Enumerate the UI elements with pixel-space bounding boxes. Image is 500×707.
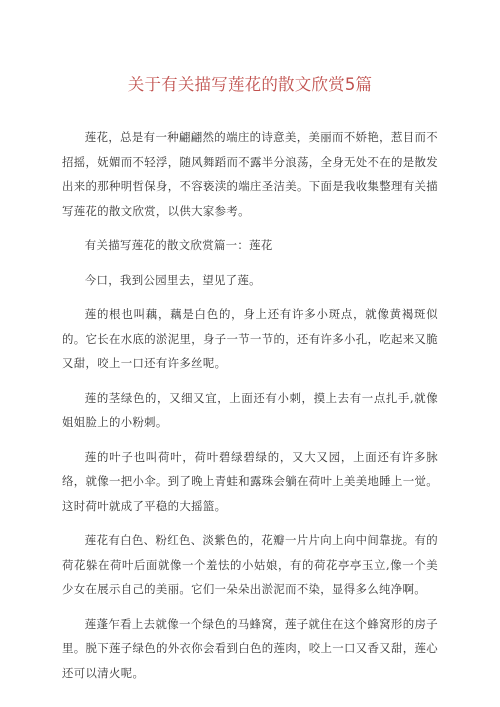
paragraph: 莲花有白色、粉红色、淡紫色的，花瓣一片片向上向中间靠拢。有的荷花躲在荷叶后面就像一个羞怯的小姑娘，有的荷花亭亭玉立,像一个美少女在展示自己的美丽。它们一朵朵出淤泥而不染，显得多么纯净啊。 [62,533,438,596]
paragraph: 莲蓬乍看上去就像一个绿色的马蜂窝，莲子就住在这个蜂窝形的房子里。脱下莲子绿色的外衣你会看到白色的莲肉，咬上一口又香又甜，莲心还可以清火呢。 [62,616,438,680]
document-title: 关于有关描写莲花的散文欣赏5篇 [127,75,373,94]
paragraph: 莲的根也叫藕，藕是白色的，身上还有许多小斑点，就像黄褐斑似的。它长在水底的淤泥里，身子一节一节的，还有许多小孔，吃起来又脆又甜，咬上一口还有许多丝呢。 [62,307,438,370]
paragraph: 今口，我到公园里去，望见了莲。 [84,272,261,287]
document-body [62,125,438,685]
paragraph: 莲的叶子也叫荷叶，荷叶碧绿碧绿的，又大又园，上面还有许多脉络，就像一把小伞。到了晚上青蛙和露珠会躺在荷叶上美美地睡上一觉。这时荷叶就成了平稳的大摇篮。 [62,449,438,513]
paragraph-intro: 莲花，总是有一种翩翩然的端庄的诗意美，美丽而不娇艳，惹目而不招摇，妩媚而不轻浮，随风舞蹈而不露半分浪荡，全身无处不在的是散发出来的那种明哲保身，不容亵渎的端庄圣洁美。下面是我收集整理有关描写莲花的散文欣赏，以供大家参考。 [62,130,438,218]
section-heading: 有关描写莲花的散文欣赏篇一：莲花 [84,238,273,252]
paragraph: 莲的茎绿色的，又细又宜，上面还有小刺，摸上去有一点扎手,就像姐姐脸上的小粉刺。 [62,390,438,429]
